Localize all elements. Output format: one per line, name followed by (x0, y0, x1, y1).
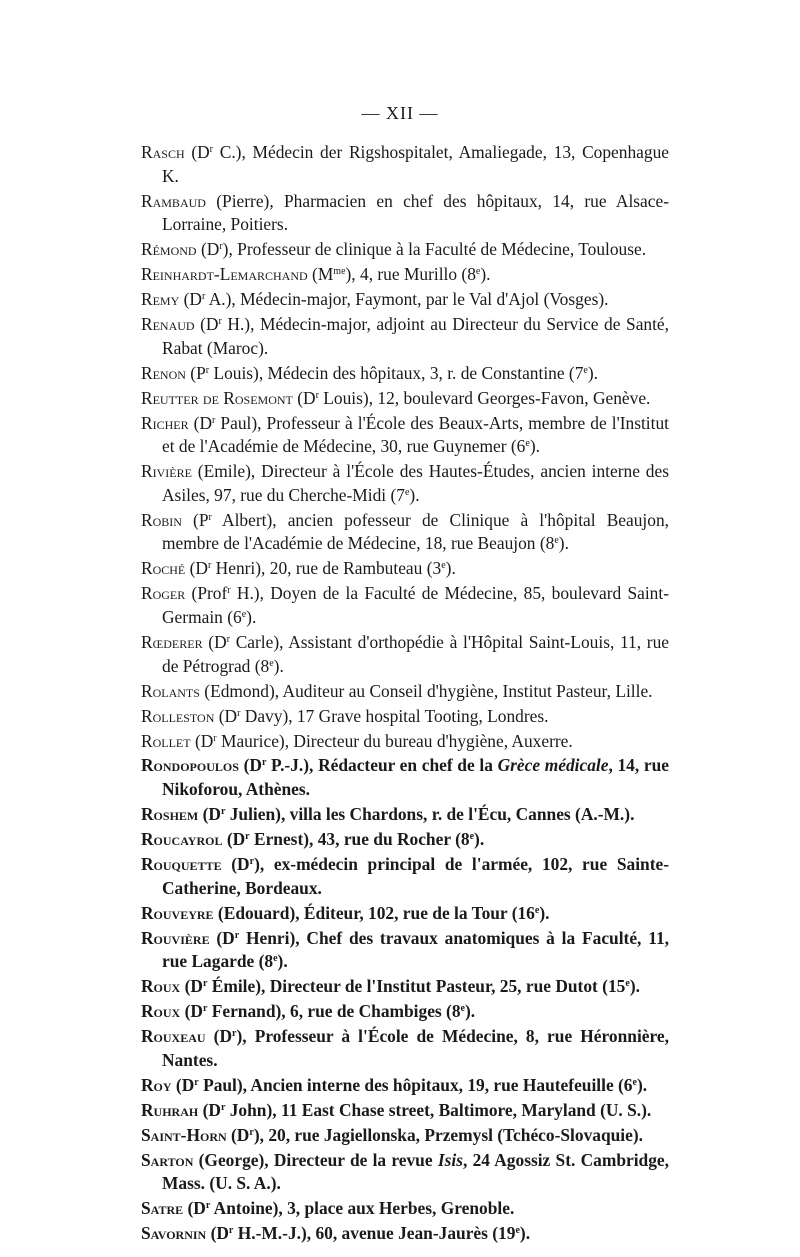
entry-details: ($D^r$ Davy), 17 Grave hospital Tooting, Londres. (214, 705, 549, 726)
entry-name: Satre (141, 1198, 184, 1219)
directory-entry (141, 557, 669, 581)
entry-details: ($D^r$ Antoine), 3, place aux Herbes, Grenoble. (183, 1198, 515, 1219)
directory-entry (141, 1124, 669, 1148)
entry-details: (Edouard), Éditeur, 102, rue de la Tour (16e). (213, 902, 550, 923)
entry-name: Reutter de Rosemont (141, 387, 293, 408)
entry-details: $(D^r)$, ex-médecin principal de l'armée, 102, rue Sainte-Catherine, Bordeaux. (162, 854, 669, 898)
directory-entry (141, 680, 669, 704)
entry-name: Roger (141, 583, 186, 604)
entry-name: Roux (141, 976, 181, 997)
entry-name: Savornin (141, 1223, 207, 1244)
directory-entry (141, 412, 669, 459)
journal-title: Grèce médicale (497, 755, 609, 776)
directory-entry (141, 582, 669, 629)
entry-details: ($D^r$ Julien), villa les Chardons, r. de l'Écu, Cannes (A.-M.). (198, 804, 635, 825)
directory-entry (141, 1074, 669, 1098)
entry-name: Reinhardt-Lemarchand (141, 264, 308, 285)
entry-name: Rivière (141, 461, 192, 482)
entry-details: ($D^r$ Maurice), Directeur du bureau d'hygiène, Auxerre. (190, 730, 573, 751)
entry-name: Saint-Horn (141, 1124, 227, 1145)
directory-entry (141, 190, 669, 237)
entry-name: Renaud (141, 314, 195, 335)
entry-details: ($D^r$ Carle), Assistant d'orthopédie à l'Hôpital Saint-Louis, 11, rue de Pétrograd (8e). (162, 631, 669, 676)
entry-details: $(M^{me})$, 4, rue Murillo (8e). (307, 264, 491, 285)
entry-name: Roché (141, 558, 186, 579)
directory-entry (141, 1000, 669, 1024)
directory-entry (141, 362, 669, 386)
entry-name: Roshem (141, 804, 199, 825)
entry-name: Robin (141, 509, 182, 530)
directory-entry (141, 902, 669, 926)
entry-details: ($P^r$ Louis), Médecin des hôpitaux, 3, r. de Constantine (7e). (185, 362, 599, 383)
page-number: — XII — (361, 103, 439, 123)
entry-details: ($D^r$ Émile), Directeur de l'Institut Pasteur, 25, rue Dutot (15e). (180, 976, 640, 997)
entry-name: Roux (141, 1001, 181, 1022)
entry-details: $(D^r)$, Professeur à l'École de Médecine, 8, rue Héronnière, Nantes. (162, 1026, 669, 1070)
directory-entry (141, 853, 669, 900)
entry-details: (Prof$^r$ H.), Doyen de la Faculté de Médecine, 85, boulevard Saint-Germain (6e). (162, 583, 669, 627)
directory-entry (141, 1099, 669, 1123)
entry-name: Rœderer (141, 631, 203, 652)
entry-name: Rolleston (141, 705, 215, 726)
entry-details: ($D^r$ A.), Médecin-major, Faymont, par le Val d'Ajol (Vosges). (179, 289, 609, 310)
directory-entry (141, 1025, 669, 1072)
directory-entry (141, 803, 669, 827)
entry-name: Roy (141, 1074, 172, 1095)
directory-entry (141, 288, 669, 312)
directory-entry (141, 730, 669, 754)
entry-details: $(D^r)$, 20, rue Jagiellonska, Przemysl (Tchéco-Slovaquie). (226, 1124, 643, 1145)
directory-entry (141, 238, 669, 262)
directory-entry (141, 705, 669, 729)
entry-details: ($D^r$ H.), Médecin-major, adjoint au Directeur du Service de Santé, Rabat (Maroc). (162, 314, 669, 358)
entry-name: Sarton (141, 1149, 194, 1170)
directory-entry (141, 509, 669, 556)
entry-details: ($D^r$ Paul), Ancien interne des hôpitaux, 19, rue Hautefeuille (6e). (171, 1074, 648, 1095)
entry-details: ($D^r$ Fernand), 6, rue de Chambiges (8e). (180, 1001, 476, 1022)
directory-entry (141, 1197, 669, 1221)
entry-details: (George), Directeur de la revue (193, 1149, 438, 1170)
entry-details: ($P^r$ Albert), ancien pofesseur de Clinique à l'hôpital Beaujon, membre de l'Académie de Médecine, 18, rue Beaujon (8e). (162, 509, 669, 554)
entry-details: ($D^r$ Paul), Professeur à l'École des Beaux-Arts, membre de l'Institut et de l'Académie de Médecine, 30, rue Guynemer (6e). (162, 412, 669, 457)
entry-name: Roucayrol (141, 829, 223, 850)
entry-details: $(D^r)$, Professeur de clinique à la Faculté de Médecine, Toulouse. (196, 239, 647, 260)
directory-entry (141, 313, 669, 360)
entry-name: Rouvière (141, 927, 210, 948)
entry-details: ($D^r$ John), 11 East Chase street, Baltimore, Maryland (U. S.). (198, 1099, 652, 1120)
entry-details: (Pierre), Pharmacien en chef des hôpitaux, 14, rue Alsace-Lorraine, Poitiers. (162, 190, 669, 235)
directory-entry (141, 263, 669, 287)
directory-entry (141, 631, 669, 678)
entry-name: Remy (141, 289, 180, 310)
entry-name: Rouveyre (141, 902, 214, 923)
entry-details: ($D^r$ H.-M.-J.), 60, avenue Jean-Jaurès (19e). (206, 1223, 531, 1244)
entry-name: Rondopoulos (141, 755, 239, 776)
directory-entry (141, 975, 669, 999)
entry-name: Renon (141, 362, 186, 383)
entry-details: ($D^r$ Henri), Chef des travaux anatomiques à la Faculté, 11, rue Lagarde (8e). (162, 927, 669, 972)
entry-address: , 14, rue Nikoforou, Athènes. (162, 755, 669, 800)
entry-name: Rambaud (141, 190, 206, 211)
directory-entry (141, 754, 669, 801)
entry-name: Rolants (141, 680, 200, 701)
entry-name: Rouxeau (141, 1026, 206, 1047)
entry-name: Ruhrah (141, 1099, 199, 1120)
entry-name: Rollet (141, 730, 191, 751)
directory-entry (141, 387, 669, 411)
entry-details: ($D^r$ Ernest), 43, rue du Rocher (8e). (222, 829, 485, 850)
entry-name: Rouquette (141, 854, 222, 875)
entry-name: Richer (141, 412, 189, 433)
entry-details: ($D^r$ C.), Médecin der Rigshospitalet, Amaliegade, 13, Copenhague K. (162, 142, 669, 186)
entry-details: ($D^r$ Louis), 12, boulevard Georges-Favon, Genève. (292, 387, 651, 408)
directory-entry (141, 141, 669, 188)
entry-details: (Emile), Directeur à l'École des Hautes-Études, ancien interne des Asiles, 97, rue du Cherche-Midi (7e). (162, 461, 669, 505)
entry-address: , 24 Agossiz St. Cambridge, Mass. (U. S. A.). (162, 1149, 669, 1194)
entry-details: ($D^r$ P.-J.), Rédacteur en chef de la (238, 755, 498, 776)
directory-entry (141, 828, 669, 852)
entry-name: Rémond (141, 239, 197, 260)
directory-list (141, 141, 669, 1247)
directory-entry (141, 1149, 669, 1196)
journal-title: Isis (437, 1149, 463, 1170)
directory-entry (141, 1222, 669, 1246)
entry-name: Rasch (141, 142, 185, 162)
entry-details: (Edmond), Auditeur au Conseil d'hygiène, Institut Pasteur, Lille. (199, 680, 653, 701)
directory-entry (141, 927, 669, 974)
directory-entry (141, 460, 669, 507)
entry-details: ($D^r$ Henri), 20, rue de Rambuteau (3e). (185, 558, 456, 579)
